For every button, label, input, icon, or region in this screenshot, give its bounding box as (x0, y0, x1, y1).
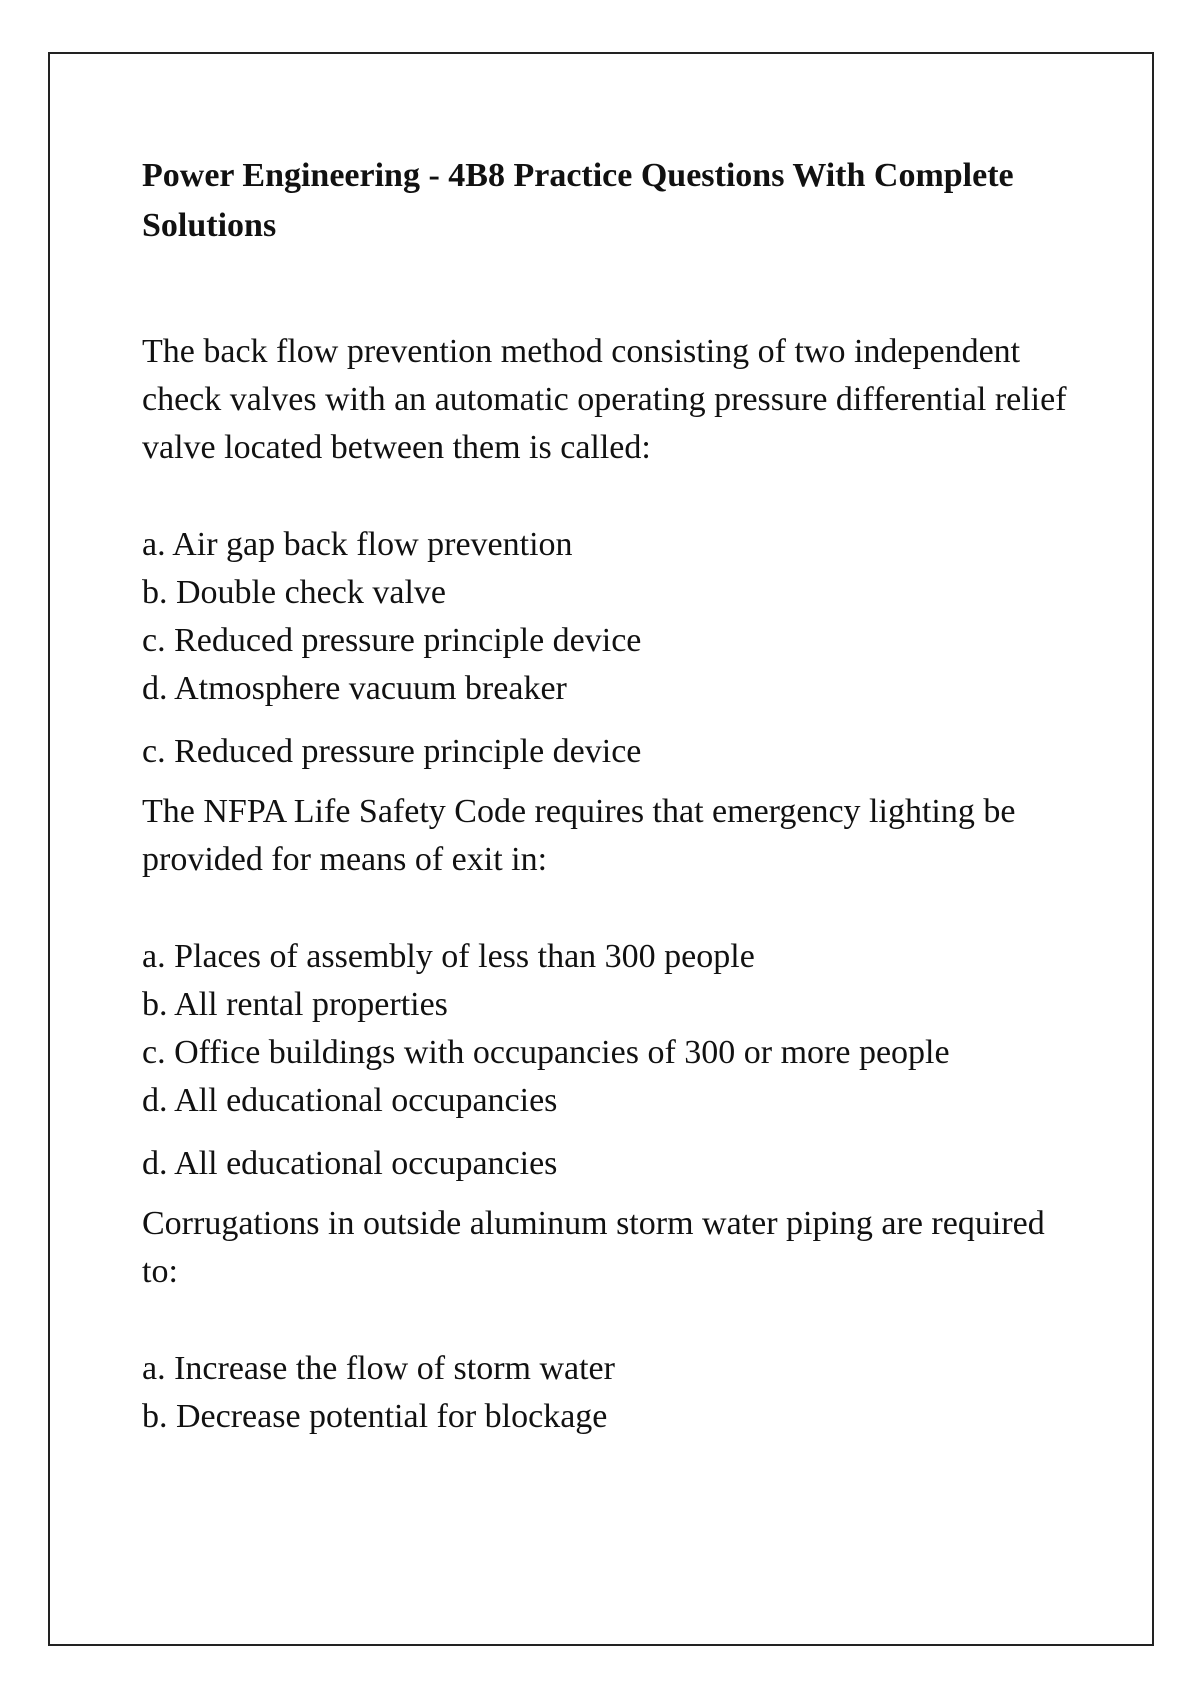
document-content (142, 151, 1082, 1441)
option-item: d. Atmosphere vacuum breaker (142, 670, 567, 707)
question-text: The back flow prevention method consisting of two independent check valves with an automatic operating pressure differential relief valve located between them is called: (142, 333, 1067, 466)
option-item: d. All educational occupancies (142, 1082, 558, 1119)
option-item: b. Decrease potential for blockage (142, 1398, 608, 1435)
option-item: b. Double check valve (142, 574, 446, 611)
question-text: The NFPA Life Safety Code requires that emergency lighting be provided for means of exit in: (142, 793, 1016, 878)
answer-text: c. Reduced pressure principle device (142, 733, 642, 770)
option-item: a. Air gap back flow prevention (142, 526, 573, 563)
question-text: Corrugations in outside aluminum storm water piping are required to: (142, 1205, 1045, 1290)
option-list (142, 933, 1082, 1125)
option-item: c. Reduced pressure principle device (142, 622, 642, 659)
question-block (142, 788, 1082, 1188)
question-block (142, 328, 1082, 776)
question-block (142, 1200, 1082, 1441)
option-item: b. All rental properties (142, 986, 448, 1023)
option-list (142, 521, 1082, 713)
option-item: c. Office buildings with occupancies of 300 or more people (142, 1034, 950, 1071)
option-item: a. Increase the flow of storm water (142, 1350, 615, 1387)
option-item: a. Places of assembly of less than 300 people (142, 938, 755, 975)
document-title: Power Engineering - 4B8 Practice Questions With Complete Solutions (142, 157, 1014, 244)
answer-text: d. All educational occupancies (142, 1145, 558, 1182)
option-list (142, 1345, 1082, 1441)
